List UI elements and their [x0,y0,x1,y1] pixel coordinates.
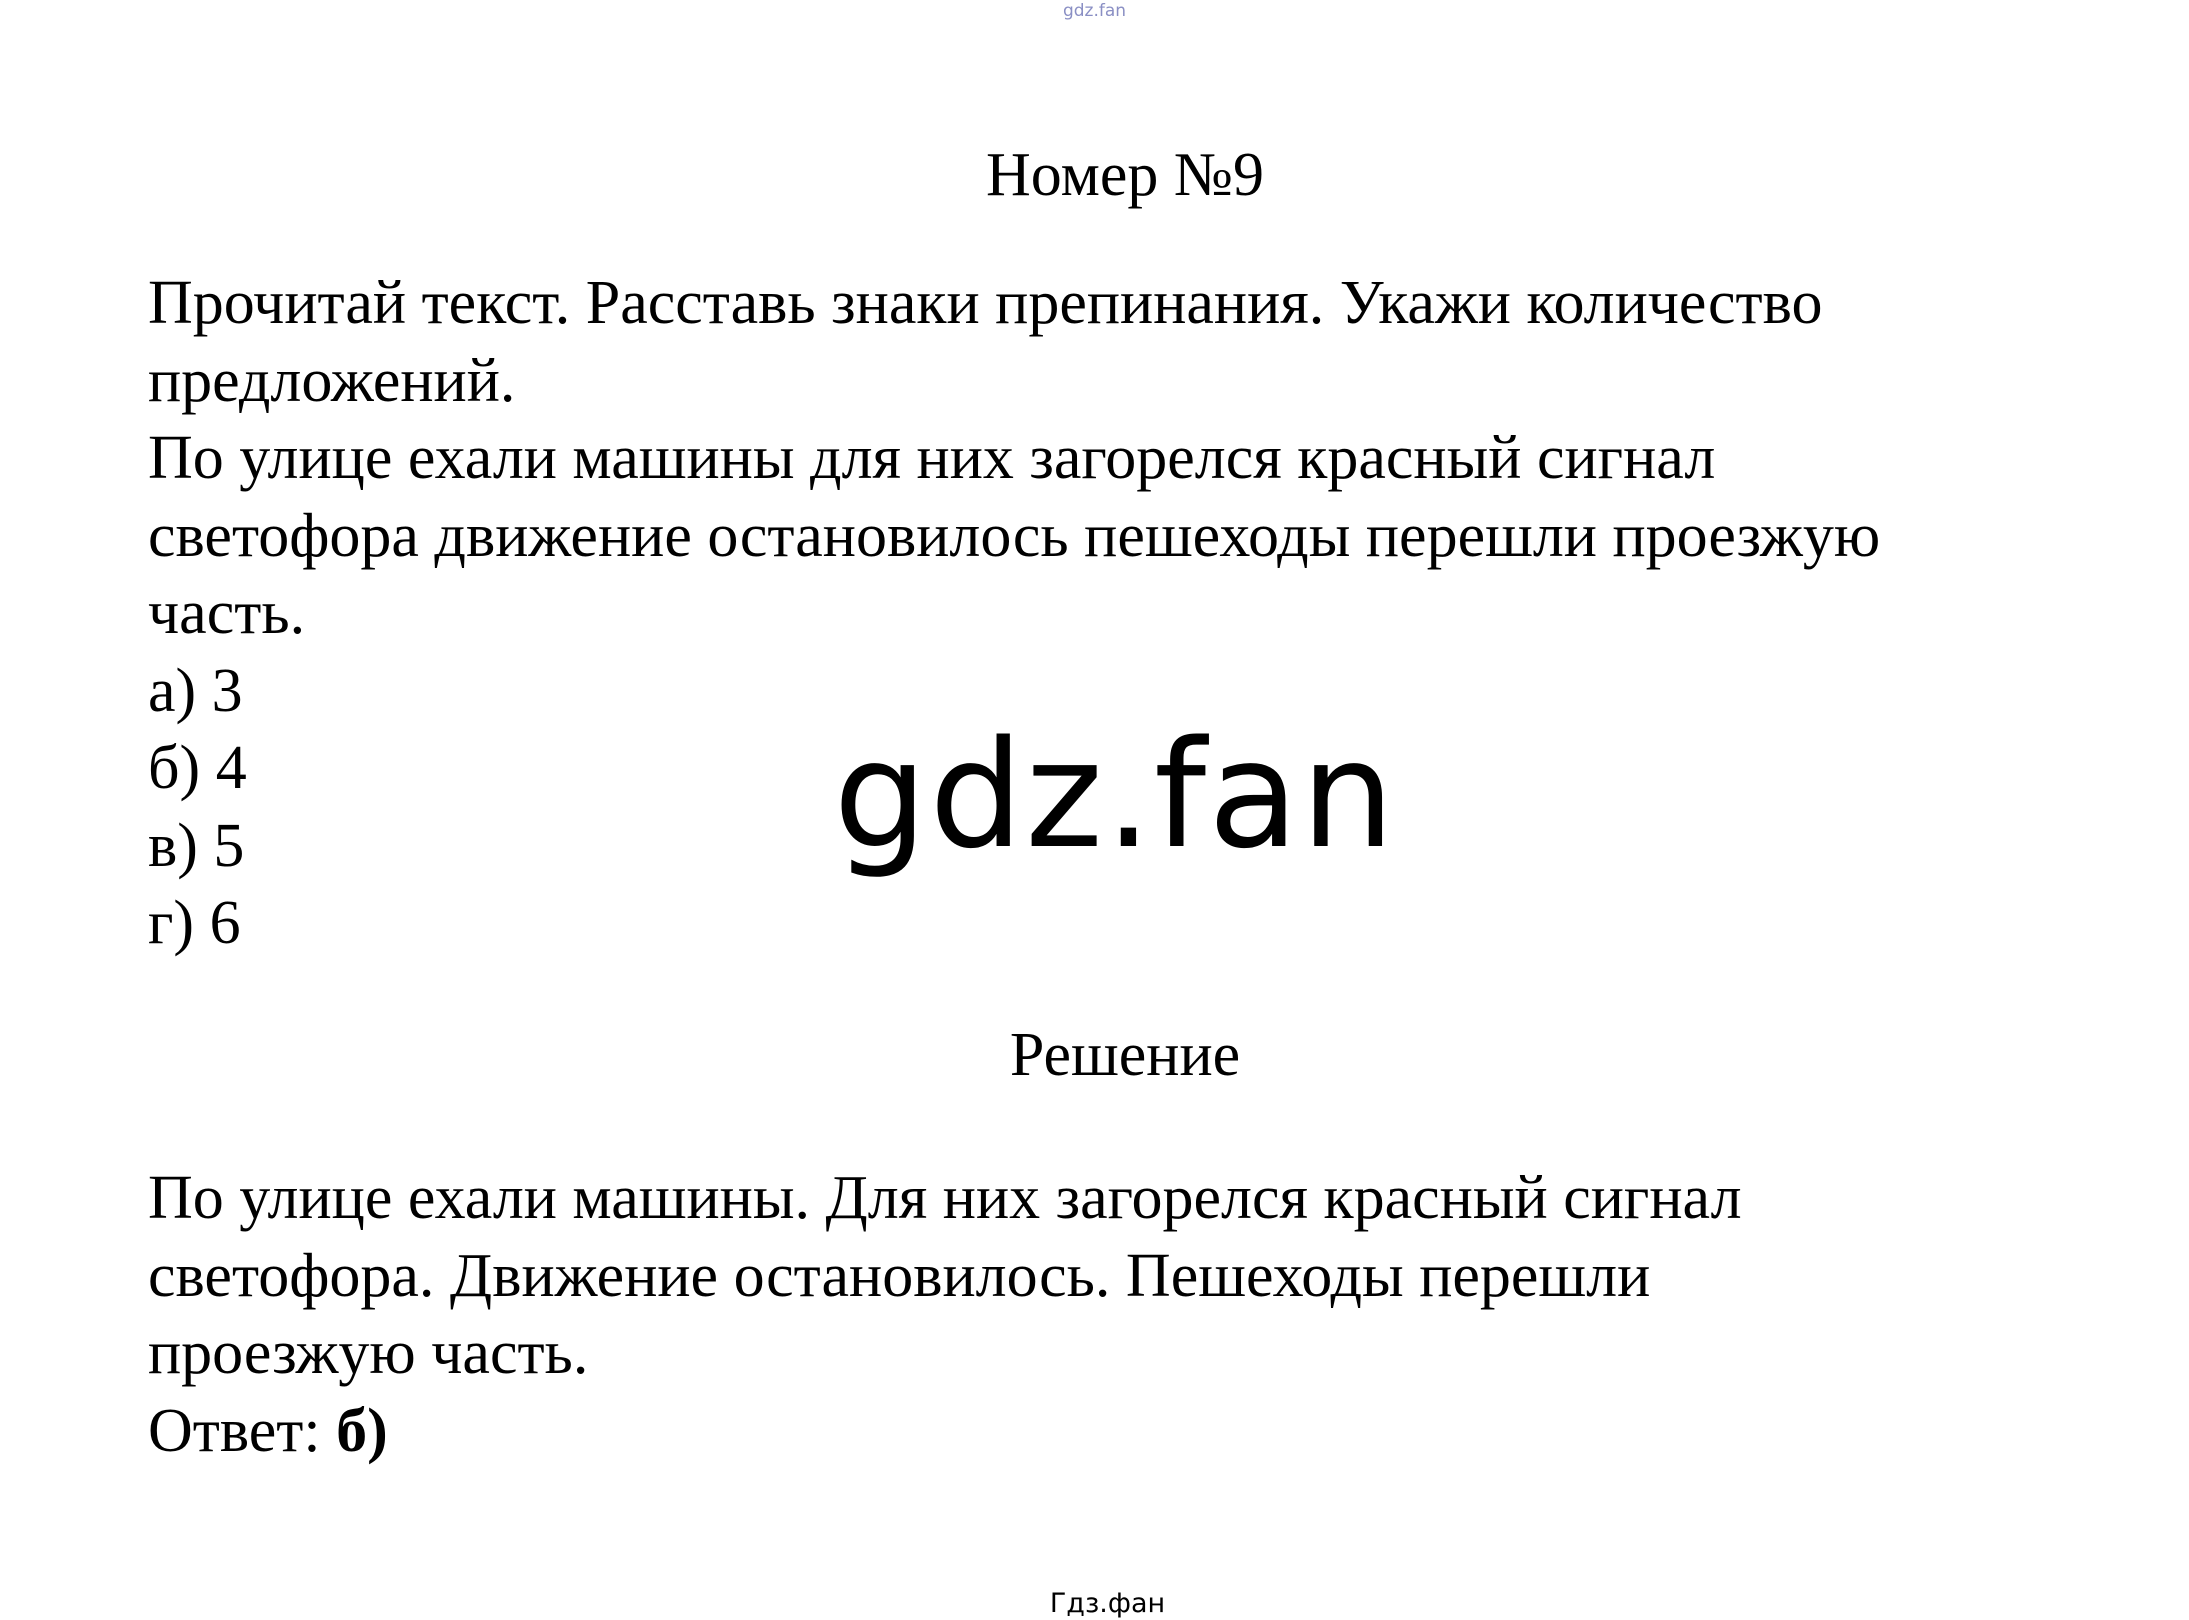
solution-text-line: проезжую часть. [148,1319,589,1387]
task-text-line: часть. [148,579,306,647]
option-a: а) 3 [148,656,243,725]
option-v: в) 5 [148,811,245,880]
task-heading: Номер №9 [985,141,1264,209]
top-watermark: gdz.fan [1062,1,1127,21]
footer-watermark: Гдз.фан [1049,1588,1166,1619]
answer-value: б) [336,1396,388,1465]
center-watermark: gdz.fan [833,709,1397,881]
answer-line [148,1393,2138,1471]
option-b: б) 4 [148,734,247,802]
solution-text-line: По улице ехали машины. Для них загорелся красный сигнал [148,1164,1742,1232]
option-g: г) 6 [148,889,241,957]
instruction-line: предложений. [148,346,516,415]
task-text-line: светофора движение остановилось пешеходы перешли проезжую [148,501,1881,570]
instruction-line: Прочитай текст. Расставь знаки препинания. Укажи количество [148,269,1823,337]
task-text-line: По улице ехали машины для них загорелся красный сигнал [148,424,1716,492]
answer-label: Ответ: [148,1396,337,1465]
solution-heading: Решение [1009,1021,1241,1089]
solution-block [148,1160,2138,1470]
solution-text-line: светофора. Движение остановилось. Пешеходы перешли [148,1241,1651,1310]
